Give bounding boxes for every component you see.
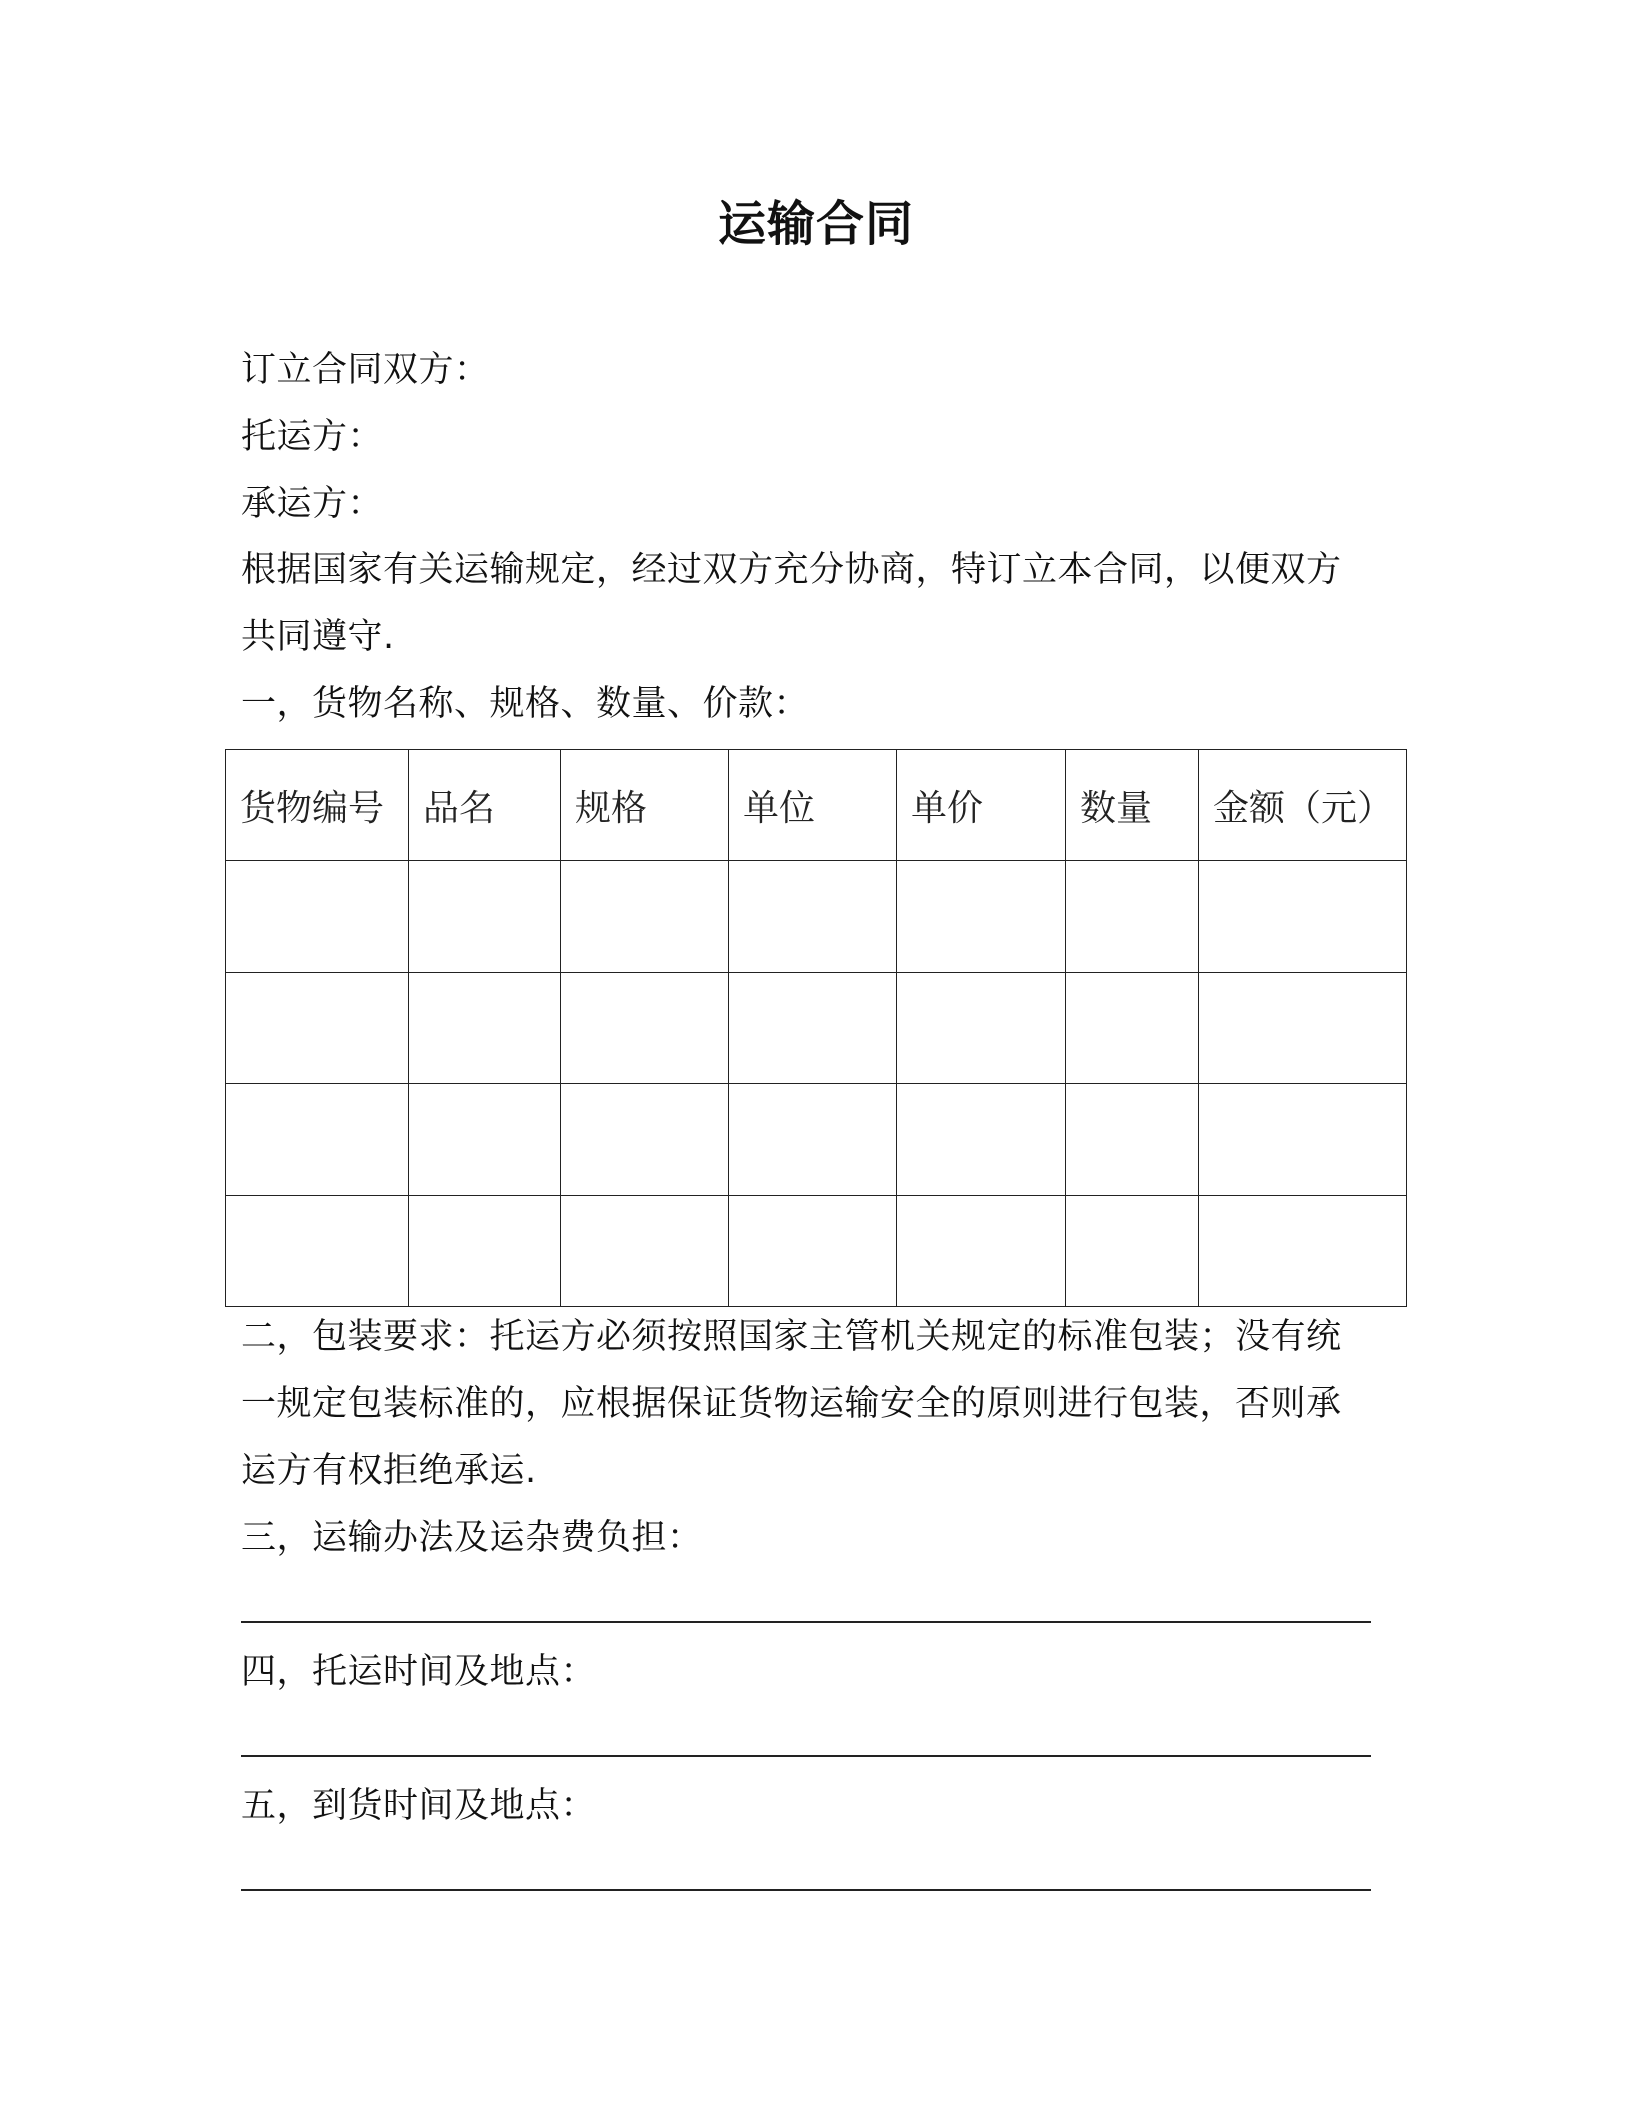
preamble-line-2: 共同遵守. — [241, 617, 395, 657]
table-row — [226, 1084, 1407, 1196]
table-cell[interactable] — [1199, 861, 1407, 973]
table-cell[interactable] — [561, 861, 729, 973]
table-cell[interactable] — [897, 1084, 1066, 1196]
table-cell[interactable] — [1066, 1084, 1199, 1196]
table-cell[interactable] — [897, 861, 1066, 973]
header-goods-number: 货物编号 — [226, 750, 409, 861]
table-row — [226, 1195, 1407, 1307]
table-cell[interactable] — [226, 972, 409, 1084]
table-cell[interactable] — [897, 972, 1066, 1084]
table-cell[interactable] — [226, 861, 409, 973]
table-cell[interactable] — [409, 1084, 561, 1196]
section-2-line-3: 运方有权拒绝承运. — [241, 1451, 537, 1491]
header-amount: 金额（元） — [1199, 750, 1407, 861]
table-cell[interactable] — [1199, 1195, 1407, 1307]
parties-label: 订立合同双方： — [241, 350, 490, 390]
section-5-heading: 五，到货时间及地点： — [241, 1786, 597, 1826]
section-1-heading: 一，货物名称、规格、数量、价款： — [241, 684, 810, 724]
table-cell[interactable] — [1066, 972, 1199, 1084]
table-cell[interactable] — [409, 1195, 561, 1307]
table-cell[interactable] — [561, 972, 729, 1084]
header-unit: 单位 — [729, 750, 897, 861]
section-3-heading: 三，运输办法及运杂费负担： — [241, 1518, 703, 1558]
section-3-fill-line[interactable] — [241, 1621, 1371, 1623]
section-5-fill-line[interactable] — [241, 1889, 1371, 1891]
preamble-line-1: 根据国家有关运输规定，经过双方充分协商，特订立本合同，以便双方 — [241, 550, 1342, 590]
table-cell[interactable] — [1066, 861, 1199, 973]
table-cell[interactable] — [409, 861, 561, 973]
header-specification: 规格 — [561, 750, 729, 861]
goods-table — [225, 749, 1407, 1307]
table-cell[interactable] — [729, 1084, 897, 1196]
page-title: 运输合同 — [717, 196, 914, 252]
section-4-fill-line[interactable] — [241, 1755, 1371, 1757]
table-row — [226, 861, 1407, 973]
table-cell[interactable] — [226, 1195, 409, 1307]
table-cell[interactable] — [561, 1084, 729, 1196]
header-unit-price: 单价 — [897, 750, 1066, 861]
table-cell[interactable] — [729, 1195, 897, 1307]
table-row — [226, 972, 1407, 1084]
section-2-line-2: 一规定包装标准的，应根据保证货物运输安全的原则进行包装，否则承 — [241, 1384, 1342, 1424]
table-cell[interactable] — [561, 1195, 729, 1307]
section-4-heading: 四，托运时间及地点： — [241, 1652, 597, 1692]
shipper-label: 托运方： — [241, 417, 384, 457]
section-2-line-1: 二，包装要求：托运方必须按照国家主管机关规定的标准包装；没有统 — [241, 1317, 1342, 1357]
table-cell[interactable] — [1066, 1195, 1199, 1307]
table-cell[interactable] — [1199, 972, 1407, 1084]
table-cell[interactable] — [226, 1084, 409, 1196]
table-cell[interactable] — [409, 972, 561, 1084]
table-cell[interactable] — [729, 861, 897, 973]
header-product-name: 品名 — [409, 750, 561, 861]
table-cell[interactable] — [729, 972, 897, 1084]
table-cell[interactable] — [1199, 1084, 1407, 1196]
carrier-label: 承运方： — [241, 484, 384, 524]
table-header-row — [226, 750, 1407, 861]
table-cell[interactable] — [897, 1195, 1066, 1307]
header-quantity: 数量 — [1066, 750, 1199, 861]
